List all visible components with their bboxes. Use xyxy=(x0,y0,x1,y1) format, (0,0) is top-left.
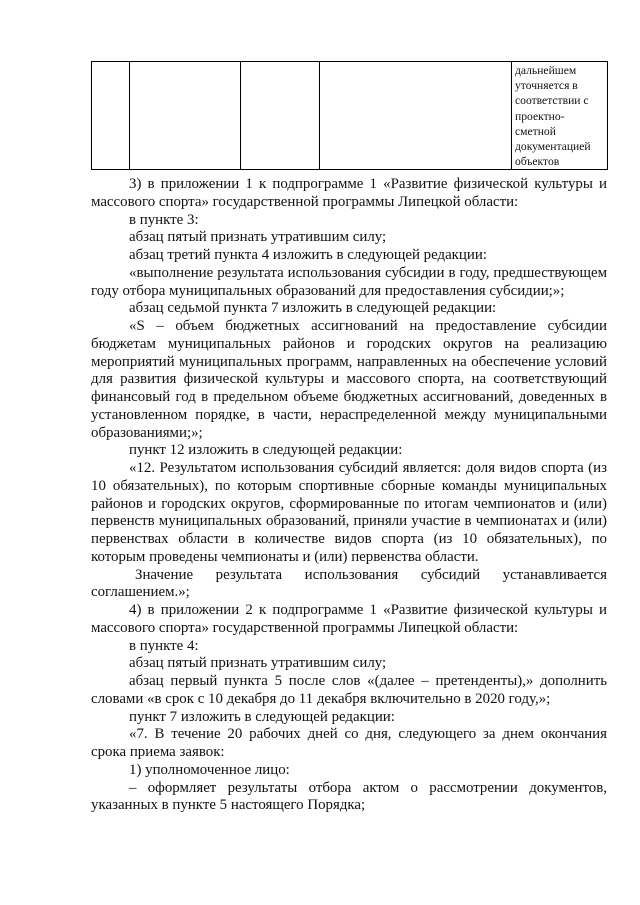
table-cell xyxy=(92,62,130,170)
paragraph-item-4: 4) в приложении 2 к подпрограмме 1 «Развитие физической культуры и массового спорта» государственной программы Липецкой области: xyxy=(91,602,607,636)
paragraph: в пункте 3: xyxy=(129,211,199,228)
table-cell-note: дальнейшем уточняется в соответствии с проектно- сметной документацией объектов xyxy=(512,62,608,170)
paragraph: абзац третий пункта 4 изложить в следующей редакции: xyxy=(129,247,487,263)
paragraph: – оформляет результаты отбора актом о рассмотрении документов, указанных в пункте 5 настоящего Порядка; xyxy=(91,779,607,814)
quoted-paragraph: «7. В течение 20 рабочих дней со дня, следующего за днем окончания срока приема заявок: xyxy=(91,726,607,760)
table-cell xyxy=(320,62,512,170)
paragraph: 1) уполномоченное лицо: xyxy=(129,761,290,778)
paragraph: пункт 12 изложить в следующей редакции: xyxy=(129,442,403,459)
paragraph-item-3: 3) в приложении 1 к подпрограмме 1 «Развитие физической культуры и массового спорта» государственной программы Липецкой области: xyxy=(91,176,607,210)
table-row xyxy=(92,62,608,170)
paragraph: абзац первый пункта 5 после слов «(далее – претенденты),» дополнить словами «в срок с 10 декабря до 11 декабря включительно в 2020 году,»; xyxy=(91,673,607,707)
paragraph: абзац пятый признать утратившим силу; xyxy=(129,655,387,672)
table-cell xyxy=(130,62,241,170)
table-fragment xyxy=(91,61,607,170)
formula-definition: «S – объем бюджетных ассигнований на предоставление субсидии бюджетам муниципальных районов и городских округов на реализацию мероприятий муниципальных программ, направленных на обеспечение условий для развития физической культуры и массового спорта, на соответствующий финансовый год в предельном объеме бюджетных ассигнований, доведенных в установленном порядке, в части, нераспределенной между муниципальными образованиями;»; xyxy=(91,318,607,441)
paragraph: абзац пятый признать утратившим силу; xyxy=(129,229,387,246)
table-cell xyxy=(241,62,320,170)
paragraph: в пункте 4: xyxy=(129,637,199,654)
paragraph: абзац седьмой пункта 7 изложить в следующей редакции: xyxy=(129,300,497,317)
paragraph: пункт 7 изложить в следующей редакции: xyxy=(129,708,395,725)
quoted-paragraph: «12. Результатом использования субсидий является: доля видов спорта (из 10 обязательных), по которым спортивные сборные команды муниципальных районов и городских округов, сформированные по итогам чемпионатов и (или) первенств муниципальных образований, приняли участие в чемпионатах и (или) первенствах области в количестве видов спорта (из 10 обязательных), по которым проведены чемпионаты и (или) первенства области. xyxy=(91,460,607,565)
quoted-paragraph: «выполнение результата использования субсидии в году, предшествующем году отбора муниципальных образований для предоставления субсидии;»; xyxy=(91,264,607,299)
paragraph: Значение результата использования субсидий устанавливается соглашением.»; xyxy=(91,566,607,601)
continued-table xyxy=(91,61,608,170)
document-body xyxy=(91,176,607,815)
